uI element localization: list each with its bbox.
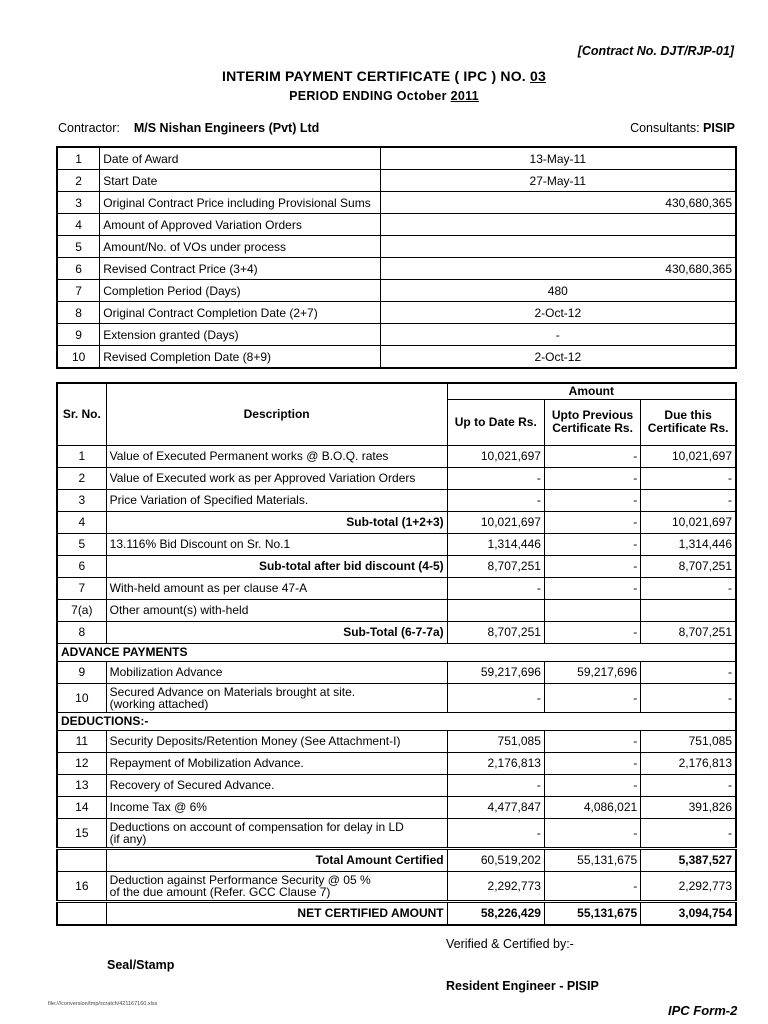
- row-up-to-date: 4,477,847: [447, 796, 544, 818]
- row-description-line1: Secured Advance on Materials brought at site.: [109, 684, 356, 699]
- page-title: [0, 68, 768, 84]
- row-up-to-date: 60,519,202: [447, 848, 544, 871]
- consultants-name: PISIP: [703, 121, 735, 135]
- summary-value: [380, 236, 736, 258]
- table-row: [57, 796, 736, 818]
- summary-description: Original Contract Completion Date (2+7): [100, 302, 380, 324]
- summary-row: [57, 147, 736, 170]
- table-row: [57, 818, 736, 848]
- row-up-to-date: 2,292,773: [447, 871, 544, 901]
- row-up-to-date: -: [447, 683, 544, 712]
- header-sr-no: Sr. No.: [57, 383, 106, 445]
- section-advance-payments: [57, 643, 736, 661]
- row-sr-no: 13: [57, 774, 106, 796]
- table-row: [57, 621, 736, 643]
- row-upto-previous: 55,131,675: [544, 901, 640, 925]
- seal-stamp-label: Seal/Stamp: [107, 958, 175, 972]
- row-due-this: 3,094,754: [641, 901, 736, 925]
- summary-description: Date of Award: [100, 147, 380, 170]
- header-upto-previous: Upto Previous Certificate Rs.: [544, 399, 640, 445]
- table-row: [57, 848, 736, 871]
- summary-row: [57, 302, 736, 324]
- summary-row: [57, 280, 736, 302]
- row-up-to-date: -: [447, 774, 544, 796]
- summary-description: Revised Contract Price (3+4): [100, 258, 380, 280]
- row-up-to-date: 751,085: [447, 730, 544, 752]
- contractor-line: [58, 121, 319, 135]
- row-up-to-date: 58,226,429: [447, 901, 544, 925]
- ipc-number: 03: [529, 68, 546, 84]
- row-sr-no: 7(a): [57, 599, 106, 621]
- row-due-this: -: [641, 661, 736, 683]
- row-upto-previous: 59,217,696: [544, 661, 640, 683]
- row-upto-previous: 55,131,675: [544, 848, 640, 871]
- table-row: [57, 577, 736, 599]
- row-up-to-date: 2,176,813: [447, 752, 544, 774]
- summary-no: 10: [57, 346, 100, 369]
- row-sr-no: 16: [57, 871, 106, 901]
- row-description: Value of Executed work as per Approved Variation Orders: [106, 467, 447, 489]
- row-description: [106, 871, 447, 901]
- summary-no: 2: [57, 170, 100, 192]
- row-sr-no: 11: [57, 730, 106, 752]
- summary-no: 1: [57, 147, 100, 170]
- row-up-to-date: -: [447, 818, 544, 848]
- row-description-line1: Deduction against Performance Security @ 05 %: [109, 872, 371, 887]
- row-description: Recovery of Secured Advance.: [106, 774, 447, 796]
- summary-no: 7: [57, 280, 100, 302]
- consultants-line: [630, 121, 735, 135]
- summary-value: 480: [380, 280, 736, 302]
- table-row: [57, 774, 736, 796]
- row-due-this: 8,707,251: [641, 555, 736, 577]
- row-description: Price Variation of Specified Materials.: [106, 489, 447, 511]
- row-up-to-date: 59,217,696: [447, 661, 544, 683]
- row-description: Security Deposits/Retention Money (See Attachment-I): [106, 730, 447, 752]
- row-due-this: 391,826: [641, 796, 736, 818]
- form-number: IPC Form-2: [668, 1003, 738, 1018]
- summary-value: 13-May-11: [380, 147, 736, 170]
- table-row: [57, 511, 736, 533]
- header-up-to-date: Up to Date Rs.: [447, 399, 544, 445]
- table-row: [57, 467, 736, 489]
- summary-row: [57, 324, 736, 346]
- row-description-line2: (working attached): [109, 696, 209, 711]
- row-upto-previous: -: [544, 445, 640, 467]
- row-description: Sub-total (1+2+3): [106, 511, 447, 533]
- row-up-to-date: 1,314,446: [447, 533, 544, 555]
- row-upto-previous: -: [544, 730, 640, 752]
- summary-description: Original Contract Price including Provisional Sums: [100, 192, 380, 214]
- contractor-name: M/S Nishan Engineers (Pvt) Ltd: [133, 121, 320, 135]
- summary-value: [380, 214, 736, 236]
- section-advance-payments-label: ADVANCE PAYMENTS: [57, 643, 736, 661]
- row-upto-previous: -: [544, 467, 640, 489]
- row-upto-previous: 4,086,021: [544, 796, 640, 818]
- row-description-line2: of the due amount (Refer. GCC Clause 7): [109, 884, 331, 899]
- row-due-this: 2,292,773: [641, 871, 736, 901]
- verified-label: Verified & Certified by:-: [446, 937, 574, 951]
- summary-value: 430,680,365: [380, 192, 736, 214]
- row-sr-no: [57, 848, 106, 871]
- row-sr-no: 14: [57, 796, 106, 818]
- row-description: [106, 683, 447, 712]
- summary-value: 27-May-11: [380, 170, 736, 192]
- section-deductions-label: DEDUCTIONS:-: [57, 712, 736, 730]
- row-due-this: 2,176,813: [641, 752, 736, 774]
- summary-description: Amount/No. of VOs under process: [100, 236, 380, 258]
- table-row: [57, 599, 736, 621]
- summary-row: [57, 170, 736, 192]
- row-sr-no: 15: [57, 818, 106, 848]
- summary-value: -: [380, 324, 736, 346]
- contract-summary-table: [56, 146, 737, 369]
- row-description: Value of Executed Permanent works @ B.O.Q. rates: [106, 445, 447, 467]
- row-up-to-date: -: [447, 577, 544, 599]
- title-prefix: INTERIM PAYMENT CERTIFICATE ( IPC ) NO.: [222, 68, 530, 84]
- row-up-to-date: 10,021,697: [447, 445, 544, 467]
- summary-value: 2-Oct-12: [380, 302, 736, 324]
- row-upto-previous: [544, 599, 640, 621]
- row-description: NET CERTIFIED AMOUNT: [106, 901, 447, 925]
- row-up-to-date: -: [447, 467, 544, 489]
- row-upto-previous: -: [544, 683, 640, 712]
- file-path: file:///conversion/tmp/scratch/421167160.xlsx: [48, 1001, 158, 1007]
- summary-description: Amount of Approved Variation Orders: [100, 214, 380, 236]
- summary-no: 9: [57, 324, 100, 346]
- row-sr-no: 3: [57, 489, 106, 511]
- row-due-this: 751,085: [641, 730, 736, 752]
- summary-row: [57, 346, 736, 369]
- row-upto-previous: -: [544, 774, 640, 796]
- row-sr-no: 2: [57, 467, 106, 489]
- table-row: [57, 489, 736, 511]
- row-due-this: [641, 599, 736, 621]
- row-up-to-date: 10,021,697: [447, 511, 544, 533]
- summary-description: Extension granted (Days): [100, 324, 380, 346]
- row-due-this: 8,707,251: [641, 621, 736, 643]
- consultants-label: Consultants:: [630, 121, 704, 135]
- section-deductions: [57, 712, 736, 730]
- row-sr-no: 4: [57, 511, 106, 533]
- row-sr-no: 5: [57, 533, 106, 555]
- row-sr-no: 9: [57, 661, 106, 683]
- summary-row: [57, 236, 736, 258]
- period-ending: [0, 89, 768, 103]
- row-upto-previous: -: [544, 871, 640, 901]
- resident-engineer-label: Resident Engineer - PISIP: [446, 979, 599, 993]
- summary-no: 8: [57, 302, 100, 324]
- row-description: Total Amount Certified: [106, 848, 447, 871]
- row-upto-previous: -: [544, 577, 640, 599]
- row-description: With-held amount as per clause 47-A: [106, 577, 447, 599]
- row-upto-previous: -: [544, 818, 640, 848]
- payment-table: [56, 382, 737, 926]
- summary-row: [57, 214, 736, 236]
- row-upto-previous: -: [544, 621, 640, 643]
- row-sr-no: 7: [57, 577, 106, 599]
- row-sr-no: 8: [57, 621, 106, 643]
- row-sr-no: 12: [57, 752, 106, 774]
- table-row: [57, 901, 736, 925]
- header-description: Description: [106, 383, 447, 445]
- summary-no: 3: [57, 192, 100, 214]
- period-year: 2011: [450, 89, 479, 103]
- row-description: 13.116% Bid Discount on Sr. No.1: [106, 533, 447, 555]
- row-description: Sub-Total (6-7-7a): [106, 621, 447, 643]
- row-upto-previous: -: [544, 533, 640, 555]
- row-sr-no: 6: [57, 555, 106, 577]
- row-due-this: 5,387,527: [641, 848, 736, 871]
- header-due-this: Due this Certificate Rs.: [641, 399, 736, 445]
- row-due-this: -: [641, 818, 736, 848]
- row-description: Sub-total after bid discount (4-5): [106, 555, 447, 577]
- row-due-this: 10,021,697: [641, 511, 736, 533]
- header-amount: Amount: [447, 383, 736, 399]
- row-upto-previous: -: [544, 555, 640, 577]
- row-description: Other amount(s) with-held: [106, 599, 447, 621]
- summary-description: Revised Completion Date (8+9): [100, 346, 380, 369]
- row-up-to-date: 8,707,251: [447, 555, 544, 577]
- row-description: Income Tax @ 6%: [106, 796, 447, 818]
- row-up-to-date: -: [447, 489, 544, 511]
- row-description-line1: Deductions on account of compensation for delay in LD: [109, 819, 404, 834]
- summary-row: [57, 192, 736, 214]
- summary-no: 5: [57, 236, 100, 258]
- summary-no: 6: [57, 258, 100, 280]
- table-row: [57, 661, 736, 683]
- row-due-this: 10,021,697: [641, 445, 736, 467]
- row-description: Repayment of Mobilization Advance.: [106, 752, 447, 774]
- table-row: [57, 445, 736, 467]
- table-row: [57, 683, 736, 712]
- row-sr-no: 1: [57, 445, 106, 467]
- table-row: [57, 752, 736, 774]
- row-upto-previous: -: [544, 752, 640, 774]
- table-row: [57, 555, 736, 577]
- row-sr-no: [57, 901, 106, 925]
- summary-value: 430,680,365: [380, 258, 736, 280]
- table-row: [57, 533, 736, 555]
- row-up-to-date: [447, 599, 544, 621]
- table-row: [57, 871, 736, 901]
- row-due-this: 1,314,446: [641, 533, 736, 555]
- row-up-to-date: 8,707,251: [447, 621, 544, 643]
- row-due-this: -: [641, 467, 736, 489]
- row-description: [106, 818, 447, 848]
- row-description: Mobilization Advance: [106, 661, 447, 683]
- row-due-this: -: [641, 774, 736, 796]
- row-due-this: -: [641, 577, 736, 599]
- summary-no: 4: [57, 214, 100, 236]
- period-prefix: PERIOD ENDING October: [289, 89, 447, 103]
- row-upto-previous: -: [544, 489, 640, 511]
- row-due-this: -: [641, 489, 736, 511]
- row-due-this: -: [641, 683, 736, 712]
- table-row: [57, 730, 736, 752]
- row-upto-previous: -: [544, 511, 640, 533]
- summary-description: Start Date: [100, 170, 380, 192]
- summary-description: Completion Period (Days): [100, 280, 380, 302]
- row-description-line2: (if any): [109, 831, 147, 846]
- row-sr-no: 10: [57, 683, 106, 712]
- contract-number: [Contract No. DJT/RJP-01]: [577, 44, 734, 58]
- contractor-label: Contractor:: [58, 121, 120, 135]
- summary-row: [57, 258, 736, 280]
- summary-value: 2-Oct-12: [380, 346, 736, 369]
